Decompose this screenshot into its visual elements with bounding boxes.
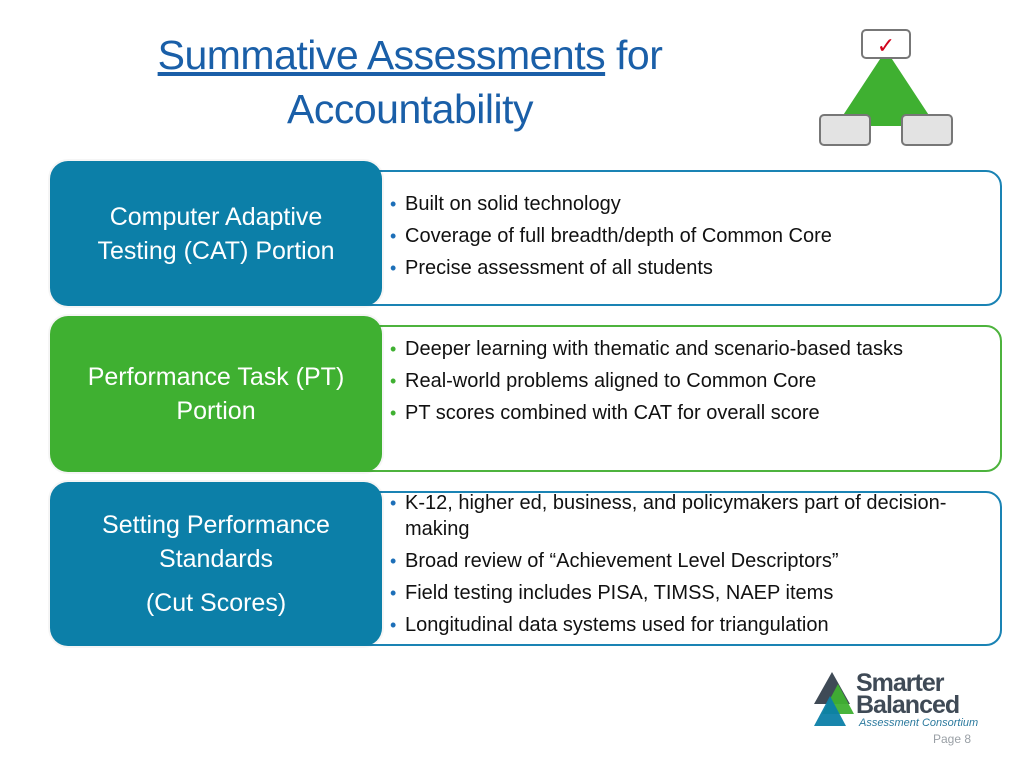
list-item: • Coverage of full breadth/depth of Common Core <box>390 225 832 247</box>
pt-heading-line2: Portion <box>176 397 256 425</box>
bullet-icon: • <box>390 258 397 278</box>
bullet-icon: • <box>390 371 397 391</box>
title-line2: Accountability <box>287 86 533 132</box>
title-underlined: Summative Assessments <box>157 32 606 78</box>
slide-title <box>60 28 760 136</box>
standards-subheading: (Cut Scores) <box>145 589 287 617</box>
logo-line3: Assessment Consortium <box>859 717 979 729</box>
pt-portion-row <box>50 316 1002 472</box>
check-mark: ✓ <box>876 34 896 59</box>
logo-line2: Balanced <box>856 691 960 719</box>
bullet-icon: • <box>390 194 397 214</box>
page-number: Page 8 <box>933 732 972 746</box>
bullet-icon: • <box>390 583 397 603</box>
cat-portion-row <box>50 161 1002 306</box>
list-item: • Precise assessment of all students <box>390 257 713 279</box>
pt-bullet-list <box>390 336 978 432</box>
list-item: • Field testing includes PISA, TIMSS, NAEP items <box>390 582 834 604</box>
smarter-balanced-logo <box>812 668 982 730</box>
pt-heading-line1: Performance Task (PT) <box>87 363 345 391</box>
cat-heading-line1: Computer Adaptive <box>109 202 323 231</box>
list-item: • Real-world problems aligned to Common Core <box>390 370 817 392</box>
bullet-icon: • <box>390 551 397 571</box>
logo-triangles-icon <box>812 670 858 728</box>
bullet-icon: • <box>390 226 397 246</box>
list-item: • Longitudinal data systems used for triangulation <box>390 614 829 636</box>
standards-heading-box <box>50 482 382 646</box>
triangle-check-icon <box>818 28 954 148</box>
bullet-icon: • <box>390 403 397 423</box>
list-item: • Broad review of “Achievement Level Descriptors” <box>390 550 839 572</box>
list-item: • Deeper learning with thematic and scenario-based tasks <box>390 338 904 360</box>
logo-line1: Smarter <box>856 669 944 697</box>
performance-standards-row <box>50 482 1002 646</box>
cat-heading-box <box>50 161 382 306</box>
cat-bullet-list <box>390 191 978 287</box>
standards-heading-line1: Setting Performance <box>102 511 330 539</box>
bullet-icon: • <box>390 615 397 635</box>
pt-heading-box <box>50 316 382 472</box>
bullet-icon: • <box>390 493 397 513</box>
standards-heading-line2: Standards <box>159 545 273 573</box>
cat-heading-line2: Testing (CAT) Portion <box>97 236 335 265</box>
title-rest: for <box>605 32 663 78</box>
bullet-icon: • <box>390 339 397 359</box>
standards-bullet-list <box>390 490 978 644</box>
list-item: • K-12, higher ed, business, and policymakers part of decision-making <box>390 492 947 540</box>
list-item: • Built on solid technology <box>390 193 621 215</box>
list-item: • PT scores combined with CAT for overall score <box>390 402 820 424</box>
